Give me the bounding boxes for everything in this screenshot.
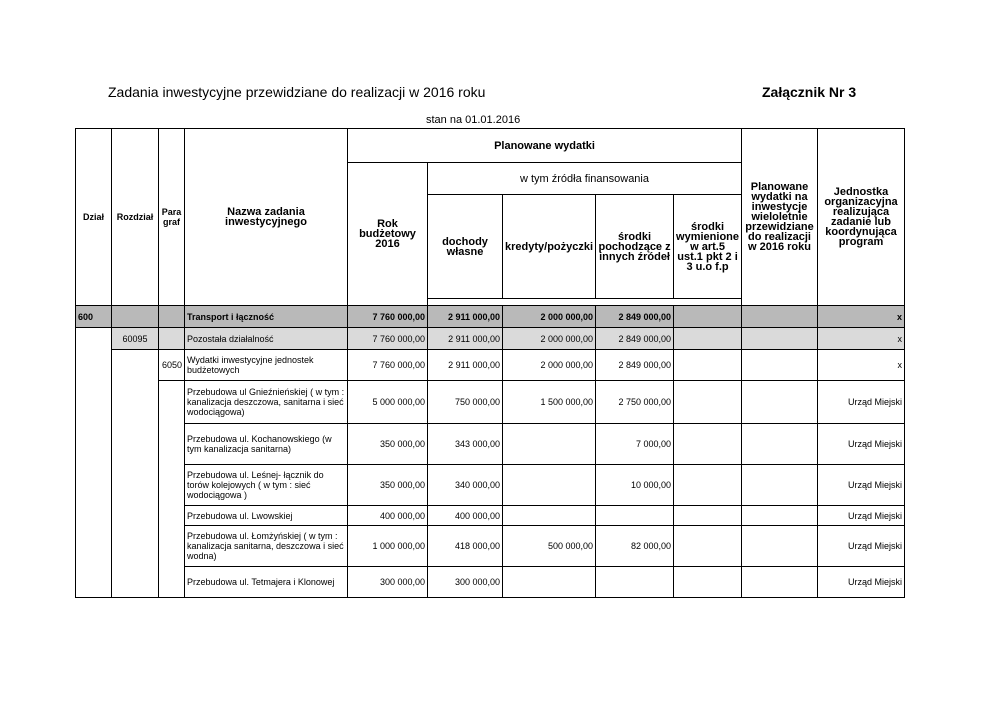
col-rok-header: Rok budżetowy 2016 [348, 163, 428, 306]
cell-rozdzial [112, 465, 159, 506]
cell-kredyty: 2 000 000,00 [503, 328, 596, 350]
cell-inne: 2 849 000,00 [596, 306, 674, 328]
cell-inne: 2 750 000,00 [596, 381, 674, 424]
cell-kredyty [503, 567, 596, 598]
cell-art [674, 350, 742, 381]
table-row [76, 567, 905, 598]
table-row [76, 306, 905, 328]
cell-jednostka: x [818, 328, 905, 350]
table-row [76, 506, 905, 526]
cell-art [674, 328, 742, 350]
cell-dzial [76, 328, 112, 350]
cell-wielo [742, 350, 818, 381]
cell-dochody: 2 911 000,00 [428, 350, 503, 381]
cell-rozdzial [112, 350, 159, 381]
cell-dochody: 418 000,00 [428, 526, 503, 567]
cell-jednostka: x [818, 306, 905, 328]
cell-dochody: 343 000,00 [428, 424, 503, 465]
cell-inne [596, 567, 674, 598]
cell-wielo [742, 567, 818, 598]
cell-dochody: 750 000,00 [428, 381, 503, 424]
cell-jednostka: Urząd Miejski [818, 381, 905, 424]
table-row [76, 350, 905, 381]
cell-wielo [742, 526, 818, 567]
planned-expenses-header: Planowane wydatki [348, 129, 742, 163]
cell-paragraf [159, 465, 185, 506]
cell-wielo [742, 381, 818, 424]
cell-rok: 7 760 000,00 [348, 350, 428, 381]
table-row [76, 381, 905, 424]
cell-rozdzial [112, 306, 159, 328]
cell-jednostka: Urząd Miejski [818, 506, 905, 526]
cell-rok: 7 760 000,00 [348, 328, 428, 350]
document-title: Zadania inwestycyjne przewidziane do realizacji w 2016 roku [108, 84, 486, 100]
cell-inne [596, 506, 674, 526]
cell-nazwa: Przebudowa ul. Tetmajera i Klonowej [185, 567, 348, 598]
cell-dochody: 400 000,00 [428, 506, 503, 526]
col-srodki-art-header: środki wymienione w art.5 ust.1 pkt 2 i 3 u.o f.p [674, 195, 742, 299]
cell-dochody: 340 000,00 [428, 465, 503, 506]
cell-art [674, 567, 742, 598]
cell-kredyty [503, 506, 596, 526]
cell-rok: 1 000 000,00 [348, 526, 428, 567]
cell-jednostka: Urząd Miejski [818, 424, 905, 465]
cell-kredyty: 500 000,00 [503, 526, 596, 567]
col-nazwa-header: Nazwa zadania inwestycyjnego [185, 129, 348, 306]
cell-art [674, 424, 742, 465]
cell-dzial [76, 506, 112, 526]
cell-rozdzial [112, 526, 159, 567]
col-rozdzial-header: Rozdział [112, 129, 159, 306]
col-wieloletnie-header: Planowane wydatki na inwestycje wieloletnie przewidziane do realizacji w 2016 roku [742, 129, 818, 306]
cell-nazwa: Przebudowa ul Gnieźnieńskiej ( w tym : kanalizacja deszczowa, sanitarna i sieć wodociągowa) [185, 381, 348, 424]
cell-jednostka: Urząd Miejski [818, 526, 905, 567]
cell-wielo [742, 424, 818, 465]
table-row [76, 526, 905, 567]
cell-rozdzial: 60095 [112, 328, 159, 350]
cell-kredyty [503, 424, 596, 465]
cell-inne: 10 000,00 [596, 465, 674, 506]
cell-paragraf [159, 306, 185, 328]
cell-dzial [76, 381, 112, 424]
cell-wielo [742, 465, 818, 506]
col-kredyty-header: kredyty/pożyczki [503, 195, 596, 299]
cell-kredyty [503, 465, 596, 506]
col-jednostka-header: Jednostka organizacyjna realizująca zadanie lub koordynująca program [818, 129, 905, 306]
cell-rozdzial [112, 424, 159, 465]
cell-paragraf: 6050 [159, 350, 185, 381]
cell-rok: 400 000,00 [348, 506, 428, 526]
cell-paragraf [159, 526, 185, 567]
cell-kredyty: 1 500 000,00 [503, 381, 596, 424]
cell-jednostka: Urząd Miejski [818, 465, 905, 506]
cell-jednostka: x [818, 350, 905, 381]
cell-art [674, 526, 742, 567]
cell-rozdzial [112, 506, 159, 526]
cell-paragraf [159, 506, 185, 526]
cell-dzial [76, 465, 112, 506]
cell-rok: 350 000,00 [348, 424, 428, 465]
cell-dochody: 2 911 000,00 [428, 328, 503, 350]
cell-nazwa: Przebudowa ul. Lwowskiej [185, 506, 348, 526]
cell-kredyty: 2 000 000,00 [503, 350, 596, 381]
cell-inne: 2 849 000,00 [596, 328, 674, 350]
cell-nazwa: Przebudowa ul. Leśnej- łącznik do torów kolejowych ( w tym : sieć wodociągowa ) [185, 465, 348, 506]
cell-inne: 7 000,00 [596, 424, 674, 465]
cell-dochody: 300 000,00 [428, 567, 503, 598]
cell-wielo [742, 328, 818, 350]
cell-nazwa: Przebudowa ul. Łomżyńskiej ( w tym : kanalizacja sanitarna, deszczowa i sieć wodna) [185, 526, 348, 567]
cell-dzial [76, 424, 112, 465]
table-row [76, 328, 905, 350]
cell-art [674, 506, 742, 526]
cell-art [674, 465, 742, 506]
cell-paragraf [159, 381, 185, 424]
col-srodki-inne-header: środki pochodzące z innych źródeł [596, 195, 674, 299]
sources-header: w tym źródła finansowania [428, 163, 742, 195]
col-paragraf-header: Para graf [159, 129, 185, 306]
cell-nazwa: Transport i łączność [185, 306, 348, 328]
cell-wielo [742, 506, 818, 526]
cell-rok: 5 000 000,00 [348, 381, 428, 424]
cell-inne: 2 849 000,00 [596, 350, 674, 381]
cell-nazwa: Przebudowa ul. Kochanowskiego (w tym kanalizacja sanitarna) [185, 424, 348, 465]
status-date: stan na 01.01.2016 [426, 114, 521, 126]
cell-rozdzial [112, 381, 159, 424]
cell-paragraf [159, 424, 185, 465]
cell-dochody: 2 911 000,00 [428, 306, 503, 328]
col-dzial-header: Dział [76, 129, 112, 306]
cell-art [674, 306, 742, 328]
cell-dzial [76, 567, 112, 598]
annex-label: Załącznik Nr 3 [762, 84, 857, 100]
cell-wielo [742, 306, 818, 328]
col-dochody-header: dochody własne [428, 195, 503, 299]
table-row [76, 465, 905, 506]
table-row [76, 424, 905, 465]
investment-table [75, 128, 905, 598]
cell-dzial: 600 [76, 306, 112, 328]
cell-nazwa: Wydatki inwestycyjne jednostek budżetowych [185, 350, 348, 381]
cell-nazwa: Pozostała działalność [185, 328, 348, 350]
cell-paragraf [159, 567, 185, 598]
cell-kredyty: 2 000 000,00 [503, 306, 596, 328]
cell-rozdzial [112, 567, 159, 598]
cell-dzial [76, 350, 112, 381]
cell-rok: 7 760 000,00 [348, 306, 428, 328]
cell-jednostka: Urząd Miejski [818, 567, 905, 598]
cell-dzial [76, 526, 112, 567]
cell-inne: 82 000,00 [596, 526, 674, 567]
cell-art [674, 381, 742, 424]
cell-paragraf [159, 328, 185, 350]
cell-rok: 350 000,00 [348, 465, 428, 506]
cell-rok: 300 000,00 [348, 567, 428, 598]
